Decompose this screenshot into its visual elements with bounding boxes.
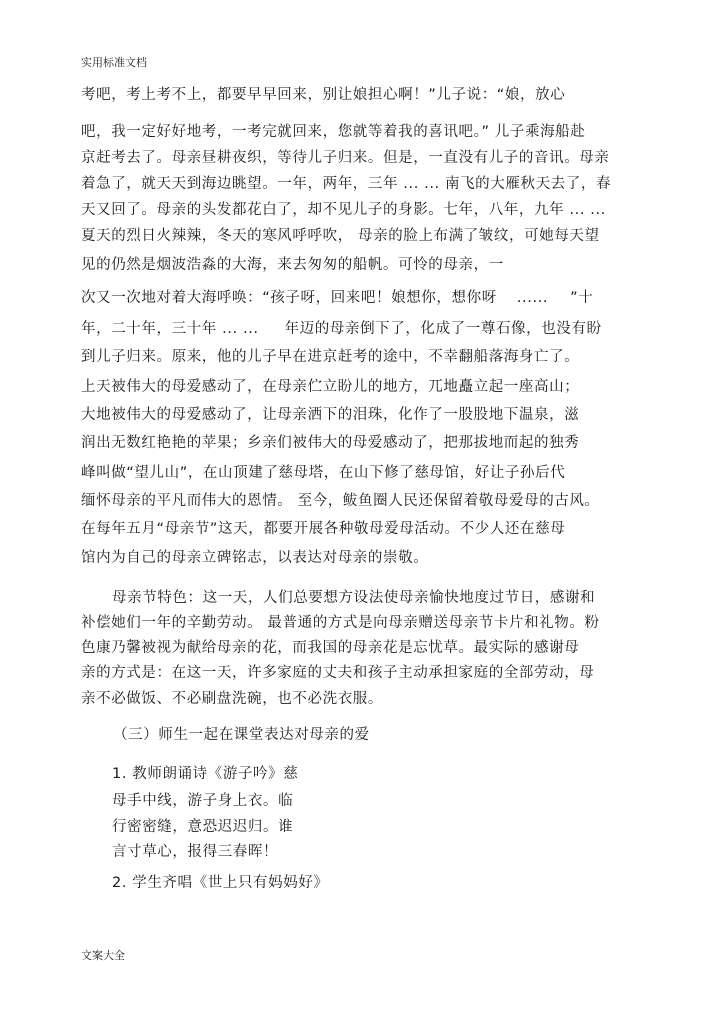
text-line: 母亲节特色：这一天，人们总要想方设法使母亲愉快地度过节日，感谢和 (112, 590, 596, 606)
text-line: 上天被伟大的母爱感动了，在母亲伫立盼儿的地方，兀地矗立起一座高山； (81, 379, 580, 395)
text-line: 补偿她们一年的辛勤劳动。 最普通的方式是向母亲赠送母亲节卡片和礼物。粉 (81, 615, 600, 631)
text-segment: ”十 (570, 290, 594, 306)
text-line: 天又回了。母亲的头发都花白了，却不见儿子的身影。七年，八年，九年 ... ... (81, 202, 606, 218)
text-line: 夏天的烈日火辣辣，冬天的寒风呼呼吹， 母亲的脸上布满了皱纹，可她每天望 (81, 228, 600, 244)
poem-line: 行密密缝，意恐迟迟归。谁 (112, 819, 294, 835)
section-heading: （三）师生一起在课堂表达对母亲的爱 (113, 727, 370, 743)
page-header: 实用标准文档 (81, 56, 147, 69)
text-line: 着急了，就天天到海边眺望。一年，两年，三年 ... ... 南飞的大雁秋天去了，春 (81, 176, 612, 192)
text-line: 亲的方式是：在这一天，许多家庭的丈夫和孩子主动承担家庭的全部劳动，母 (81, 665, 595, 681)
text-line: 到儿子归来。原来，他的儿子早在进京赶考的途中，不幸翻船落海身亡了。 (81, 349, 580, 365)
text-line: 馆内为自己的母亲立碑铭志，以表达对母亲的崇敬。 (81, 550, 429, 566)
text-segment: 年迈的母亲倒下了，化成了一尊石像，也没有盼 (284, 321, 602, 337)
text-line: 润出无数红艳艳的苹果；乡亲们被伟大的母爱感动了，把那拔地而起的独秀 (81, 435, 580, 451)
text-line: 京赶考去了。母亲昼耕夜织，等待儿子归来。但是，一直没有儿子的音讯。母亲 (81, 150, 610, 166)
text-line: 见的仍然是烟波浩淼的大海，来去匆匆的船帆。可怜的母亲，一 (81, 257, 504, 273)
text-line: 在每年五月“母亲节”这天，都要开展各种敬母爱母活动。不少人还在慈母 (81, 521, 566, 537)
text-segment: 次又一次地对着大海呼唤：“孩子呀，回来吧！娘想你，想你呀 (81, 290, 497, 306)
list-item: 1. 教师朗诵诗《游子吟》慈 (112, 766, 299, 782)
text-segment: 年，二十年，三十年 ... ... (81, 321, 259, 337)
page-footer: 文案大全 (81, 949, 125, 962)
text-line: 色康乃馨被视为献给母亲的花，而我国的母亲花是忘忧草。最实际的感谢母 (81, 640, 580, 656)
text-line: 吧，我一定好好地考，一考完就回来，您就等着我的喜讯吧。” 儿子乘海船赴 (81, 124, 586, 140)
list-item: 2. 学生齐唱《世上只有妈妈好》 (112, 875, 329, 891)
text-line: 亲不必做饭、不必刷盘洗碗，也不必洗衣服。 (81, 691, 383, 707)
text-line (81, 289, 593, 307)
poem-line: 母手中线，游子身上衣。临 (112, 793, 294, 809)
text-line: 大地被伟大的母爱感动了，让母亲洒下的泪珠，化作了一股股地下温泉，滋 (81, 407, 580, 423)
text-line (81, 320, 602, 338)
poem-line: 言寸草心，报得三春晖！ (112, 844, 279, 860)
text-line: 峰叫做“望儿山”，在山顶建了慈母塔，在山下修了慈母馆，好让子孙后代 (81, 465, 566, 481)
text-line: 缅怀母亲的平凡而伟大的恩情。 至今，鲅鱼圈人民还保留着敬母爱母的古风。 (81, 493, 600, 509)
text-line: 考吧，考上考不上，都要早早回来，别让娘担心啊！”儿子说：“娘，放心 (81, 87, 566, 103)
ellipsis: ...... (516, 290, 549, 306)
